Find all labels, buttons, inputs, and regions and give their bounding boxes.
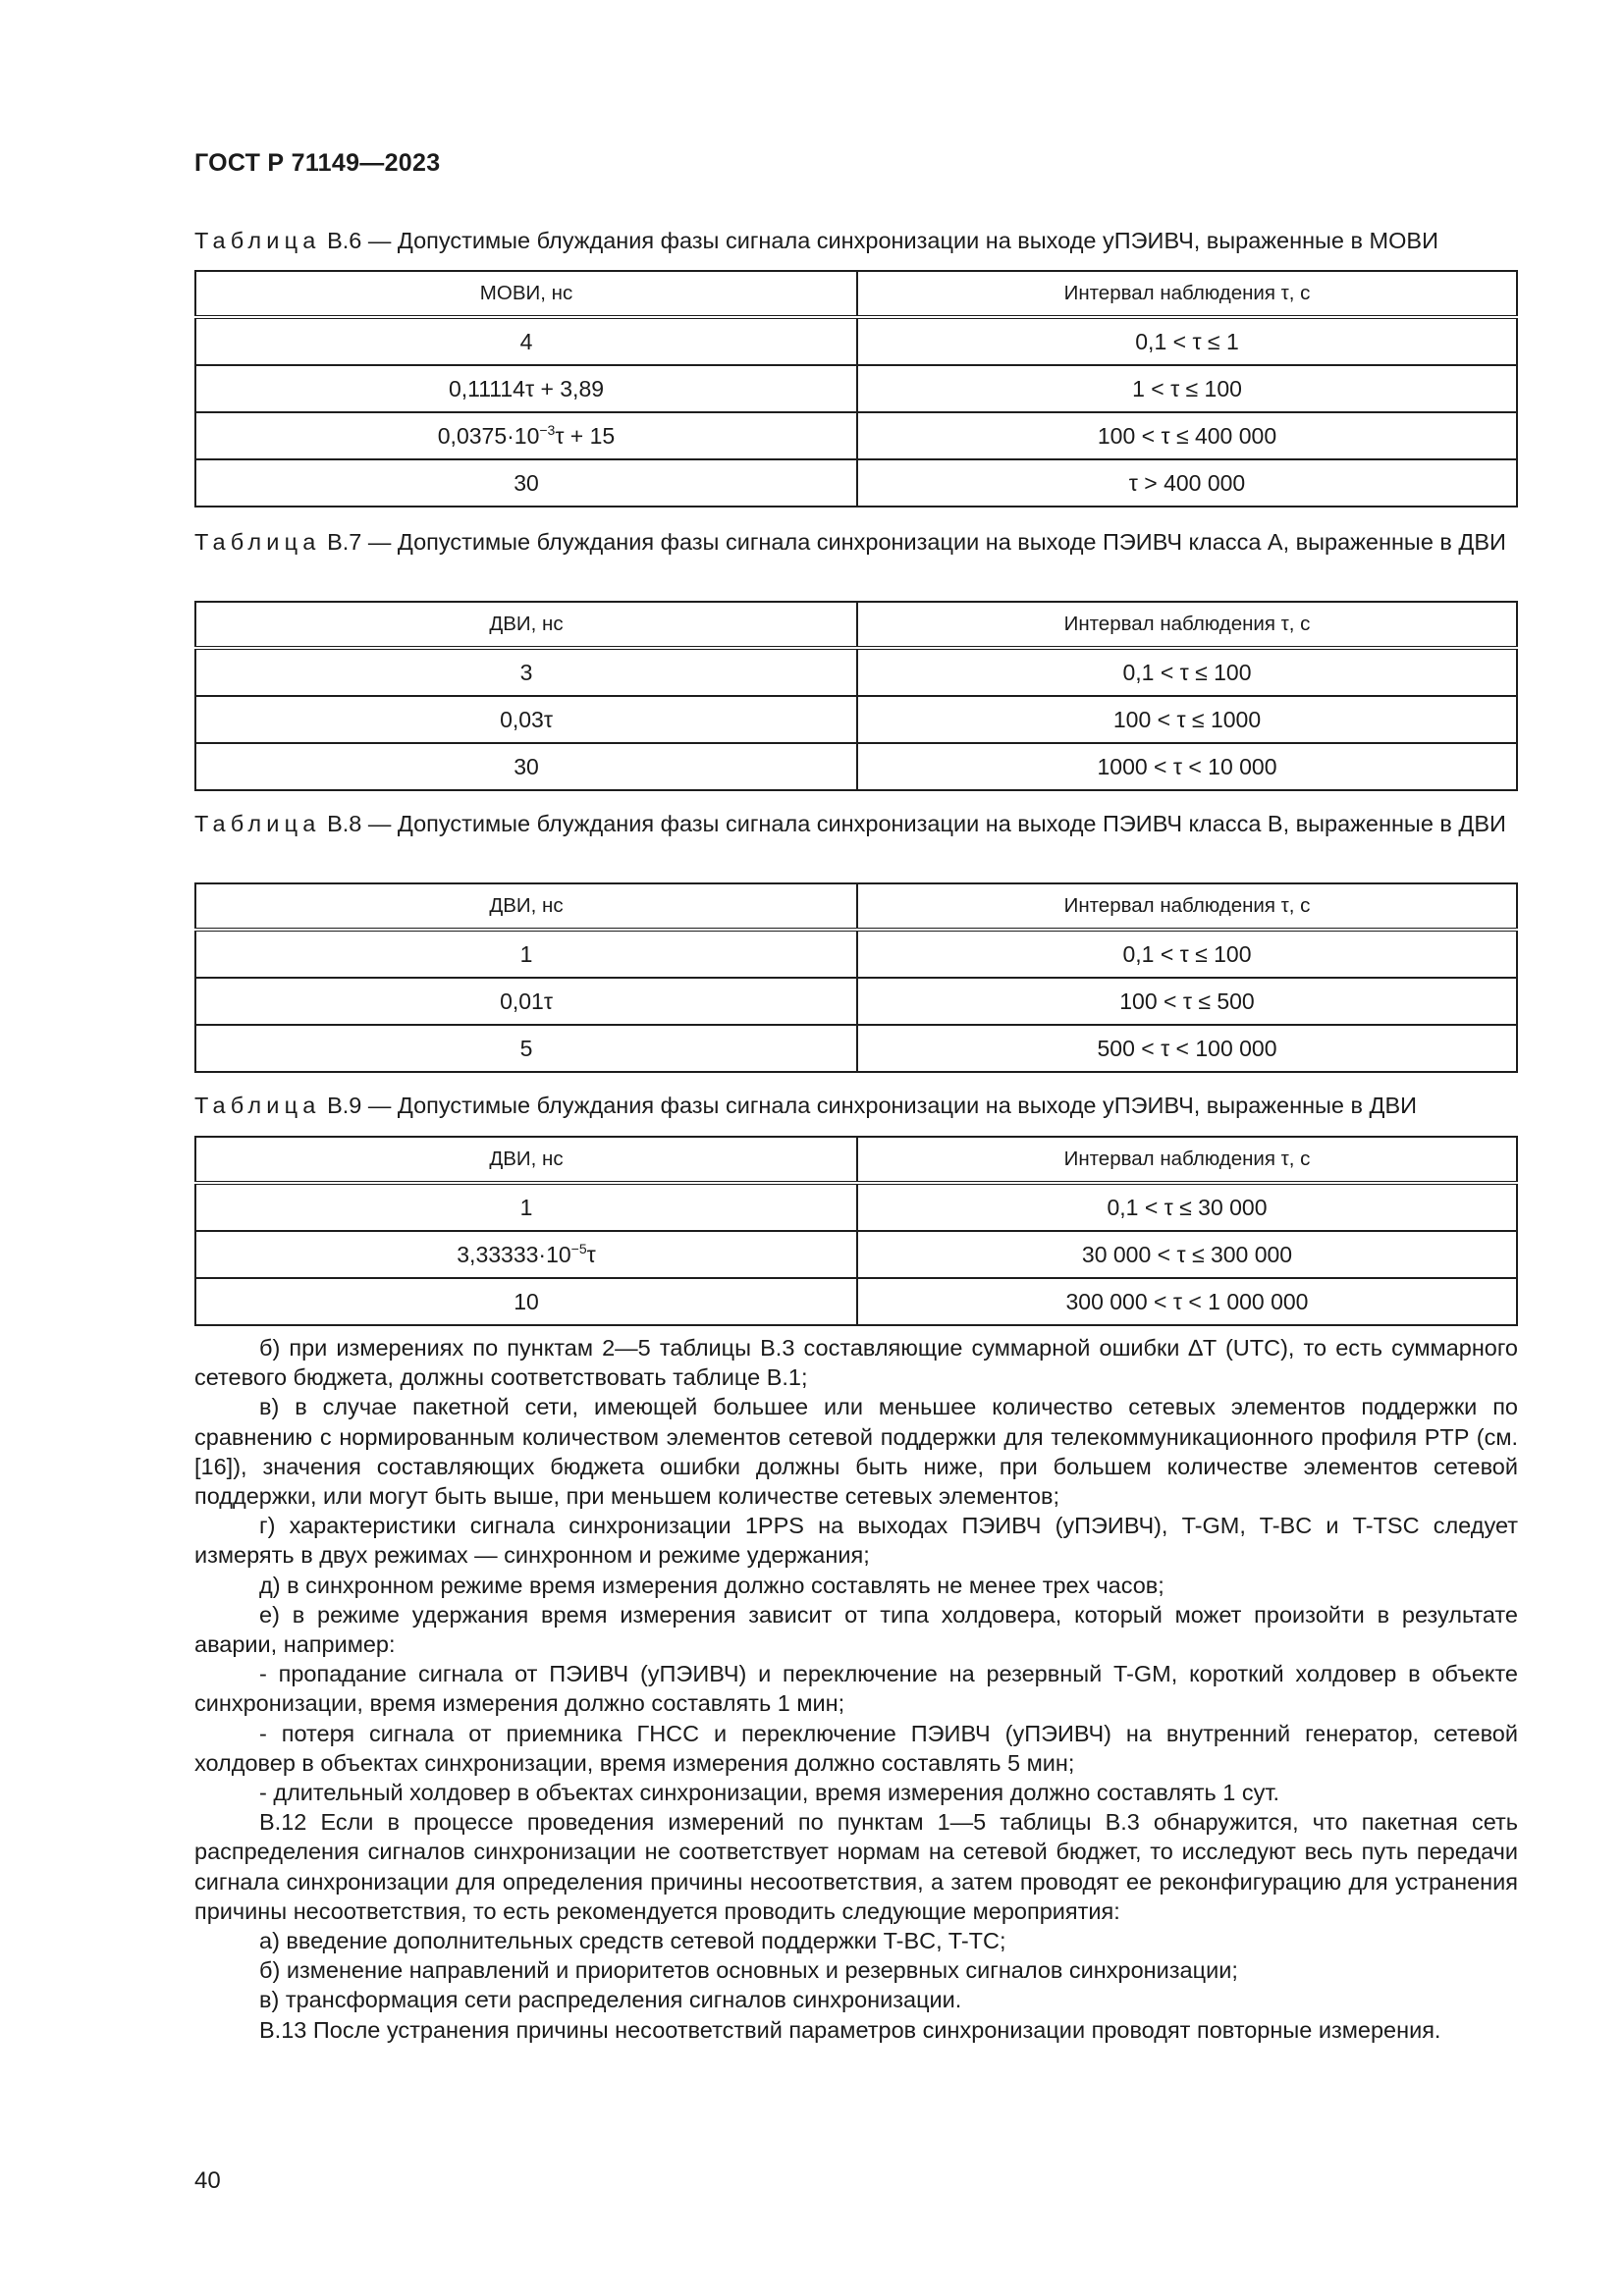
body-text — [194, 1333, 1518, 2045]
paragraph: г) характеристики сигнала синхронизации 1PPS на выходах ПЭИВЧ (уПЭИВЧ), T-GM, T-BC и T-TSC следует измерять в двух режимах — синхронном и режиме удержания; — [194, 1513, 1518, 1569]
table-title: В.8 — Допустимые блуждания фазы сигнала синхронизации на выходе ПЭИВЧ класса В, выраженные в ДВИ — [327, 811, 1506, 836]
column-header-interval: Интервал наблюдения τ, с — [857, 883, 1517, 930]
table-row — [195, 1183, 1517, 1231]
interval-cell: 30 000 < τ ≤ 300 000 — [857, 1231, 1517, 1278]
paragraph: в) трансформация сети распределения сигналов синхронизации. — [259, 1987, 962, 2013]
paragraph: д) в синхронном режиме время измерения должно составлять не менее трех часов; — [259, 1572, 1164, 1598]
value-cell: 4 — [195, 317, 857, 365]
section-paragraph: В.13 После устранения причины несоответствий параметров синхронизации проводят повторные измерения. — [259, 2016, 1441, 2043]
paragraph: е) в режиме удержания время измерения зависит от типа холдовера, который может произойти в результате аварии, например: — [194, 1601, 1518, 1658]
table-label: Таблица — [194, 1093, 321, 1118]
table-row — [195, 317, 1517, 365]
table-row — [195, 648, 1517, 696]
table-row — [195, 696, 1517, 743]
interval-cell: 100 < τ ≤ 1000 — [857, 696, 1517, 743]
table-row — [195, 978, 1517, 1025]
value-cell: 5 — [195, 1025, 857, 1072]
table-row — [195, 412, 1517, 459]
column-header-value: ДВИ, нс — [195, 883, 857, 930]
interval-cell: 500 < τ < 100 000 — [857, 1025, 1517, 1072]
value-cell: 10 — [195, 1278, 857, 1325]
value-cell — [195, 412, 857, 459]
value-cell: 30 — [195, 459, 857, 507]
interval-cell: 100 < τ ≤ 400 000 — [857, 412, 1517, 459]
table-b9 — [194, 1136, 1518, 1326]
value-cell: 0,03τ — [195, 696, 857, 743]
interval-cell: 1 < τ ≤ 100 — [857, 365, 1517, 412]
value-cell: 1 — [195, 1183, 857, 1231]
page-number: 40 — [194, 2167, 221, 2194]
interval-cell: 1000 < τ < 10 000 — [857, 743, 1517, 790]
table-caption-b8 — [194, 809, 1518, 838]
paragraph: в) в случае пакетной сети, имеющей большее или меньшее количество сетевых элементов поддержки по сравнению с нормированным количеством элементов сетевой поддержки для телекоммуникационного профиля PTP (см. [16]), значения составляющих бюджета ошибки должны быть ниже, при большем количестве элементов сетевой поддержки, или могут быть выше, при меньшем количестве сетевых элементов; — [194, 1394, 1518, 1510]
table-header-row — [195, 1137, 1517, 1183]
table-row — [195, 1231, 1517, 1278]
value-exponent: −5 — [570, 1240, 587, 1256]
table-caption-b7 — [194, 527, 1518, 557]
value-cell: 0,11114τ + 3,89 — [195, 365, 857, 412]
table-header-row — [195, 271, 1517, 317]
table-b7 — [194, 601, 1518, 791]
value-cell: 30 — [195, 743, 857, 790]
interval-cell: 300 000 < τ < 1 000 000 — [857, 1278, 1517, 1325]
document-code-header: ГОСТ Р 71149—2023 — [194, 149, 441, 177]
value-exponent: −3 — [539, 421, 556, 438]
list-item: - пропадание сигнала от ПЭИВЧ (уПЭИВЧ) и переключение на резервный T-GM, короткий холдовер в объекте синхронизации, время измерения должно составлять 1 мин; — [194, 1661, 1518, 1717]
table-title: В.7 — Допустимые блуждания фазы сигнала синхронизации на выходе ПЭИВЧ класса А, выраженные в ДВИ — [327, 529, 1506, 555]
table-label: Таблица — [194, 811, 321, 836]
table-row — [195, 743, 1517, 790]
interval-cell: 0,1 < τ ≤ 1 — [857, 317, 1517, 365]
table-row — [195, 930, 1517, 978]
table-b6 — [194, 270, 1518, 507]
table-title: В.6 — Допустимые блуждания фазы сигнала синхронизации на выходе уПЭИВЧ, выраженные в МОВИ — [327, 228, 1438, 253]
interval-cell: 0,1 < τ ≤ 30 000 — [857, 1183, 1517, 1231]
column-header-value: ДВИ, нс — [195, 602, 857, 648]
column-header-interval: Интервал наблюдения τ, с — [857, 1137, 1517, 1183]
table-caption-b6 — [194, 226, 1518, 255]
value-cell — [195, 1231, 857, 1278]
interval-cell: 100 < τ ≤ 500 — [857, 978, 1517, 1025]
paragraph: а) введение дополнительных средств сетевой поддержки T-BC, T-TC; — [259, 1928, 1006, 1954]
paragraph: б) при измерениях по пунктам 2—5 таблицы В.3 составляющие суммарной ошибки ∆T (UTC), то есть суммарного сетевого бюджета, должны соответствовать таблице В.1; — [194, 1335, 1518, 1391]
table-row — [195, 365, 1517, 412]
table-b8 — [194, 882, 1518, 1073]
column-header-interval: Интервал наблюдения τ, с — [857, 602, 1517, 648]
value-cell: 0,01τ — [195, 978, 857, 1025]
list-item: - потеря сигнала от приемника ГНСС и переключение ПЭИВЧ (уПЭИВЧ) на внутренний генератор, сетевой холдовер в объектах синхронизации, время измерения должно составлять 5 мин; — [194, 1720, 1518, 1776]
column-header-value: ДВИ, нс — [195, 1137, 857, 1183]
table-row — [195, 1025, 1517, 1072]
value-cell: 3 — [195, 648, 857, 696]
table-row — [195, 1278, 1517, 1325]
table-header-row — [195, 883, 1517, 930]
value-tail: τ + 15 — [555, 422, 616, 449]
value-base: 3,33333·10 — [457, 1241, 571, 1267]
column-header-value: МОВИ, нс — [195, 271, 857, 317]
table-label: Таблица — [194, 228, 321, 253]
interval-cell: 0,1 < τ ≤ 100 — [857, 930, 1517, 978]
list-item: - длительный холдовер в объектах синхронизации, время измерения должно составлять 1 сут. — [259, 1780, 1280, 1806]
value-tail: τ — [586, 1241, 596, 1267]
value-base: 0,0375·10 — [437, 422, 540, 449]
interval-cell: 0,1 < τ ≤ 100 — [857, 648, 1517, 696]
table-header-row — [195, 602, 1517, 648]
column-header-interval: Интервал наблюдения τ, с — [857, 271, 1517, 317]
section-paragraph: В.12 Если в процессе проведения измерений по пунктам 1—5 таблицы В.3 обнаружится, что пакетная сеть распределения сигналов синхронизации не соответствует нормам на сетевой бюджет, то исследуют весь путь передачи сигнала синхронизации для определения причины несоответствия, а затем проводят ее реконфигурацию для устранения причины несоответствия, то есть рекомендуется проводить следующие мероприятия: — [194, 1809, 1518, 1924]
paragraph: б) изменение направлений и приоритетов основных и резервных сигналов синхронизации; — [259, 1957, 1238, 1984]
table-label: Таблица — [194, 529, 321, 555]
value-cell: 1 — [195, 930, 857, 978]
table-row — [195, 459, 1517, 507]
interval-cell: τ > 400 000 — [857, 459, 1517, 507]
table-caption-b9 — [194, 1091, 1518, 1120]
table-title: В.9 — Допустимые блуждания фазы сигнала синхронизации на выходе уПЭИВЧ, выраженные в ДВИ — [327, 1093, 1418, 1118]
